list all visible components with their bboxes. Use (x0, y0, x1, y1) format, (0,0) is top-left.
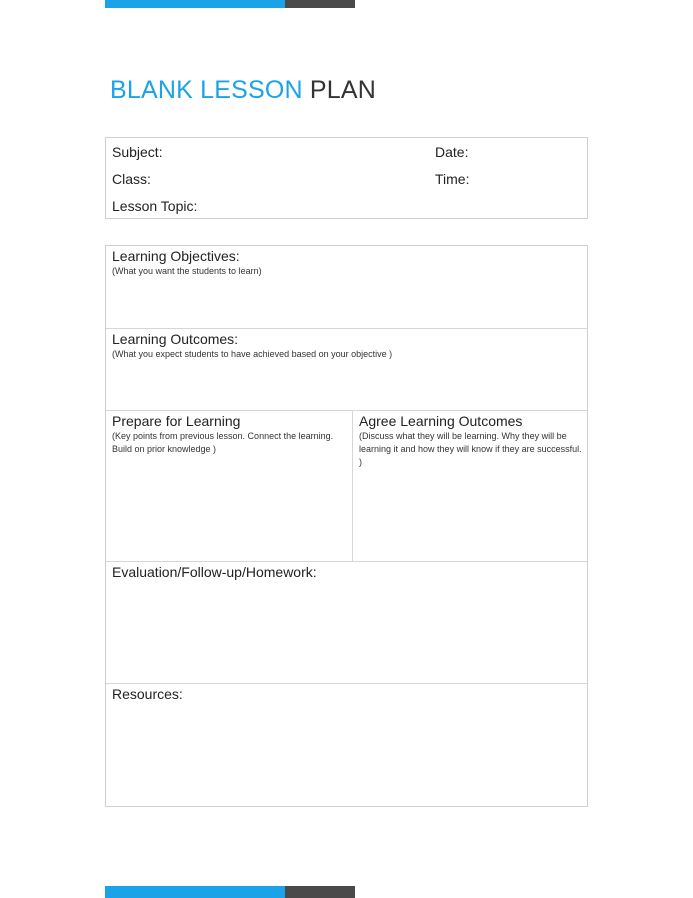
evaluation-heading: Evaluation/Follow-up/Homework: (112, 564, 317, 580)
subject-field[interactable]: Subject: (112, 144, 163, 160)
agree-section[interactable] (352, 411, 587, 561)
top-bar-blue (105, 0, 285, 8)
resources-section[interactable] (106, 683, 587, 806)
title-rest: PLAN (309, 76, 377, 104)
title-accent: BLANK LESSON (110, 76, 303, 104)
lesson-topic-field[interactable]: Lesson Topic: (112, 198, 198, 214)
bottom-accent-bar (105, 886, 355, 898)
prepare-agree-row (106, 410, 587, 561)
objectives-section[interactable] (106, 246, 587, 328)
resources-heading: Resources: (112, 686, 183, 702)
page-title (110, 76, 376, 105)
date-field[interactable]: Date: (435, 144, 469, 160)
top-bar-gray (285, 0, 355, 8)
bottom-bar-gray (285, 886, 355, 898)
evaluation-section[interactable] (106, 561, 587, 683)
outcomes-heading: Learning Outcomes: (112, 331, 239, 347)
lesson-plan-table (105, 245, 588, 807)
top-accent-bar (105, 0, 355, 8)
bottom-bar-blue (105, 886, 285, 898)
agree-heading: Agree Learning Outcomes (359, 413, 523, 429)
outcomes-section[interactable] (106, 328, 587, 410)
prepare-hint: (Key points from previous lesson. Connect the learning. Build on prior knowledge ) (112, 431, 334, 454)
objectives-heading: Learning Objectives: (112, 248, 240, 264)
class-field[interactable]: Class: (112, 171, 151, 187)
time-field[interactable]: Time: (435, 171, 470, 187)
prepare-heading: Prepare for Learning (112, 413, 241, 429)
objectives-hint: (What you want the students to learn) (112, 266, 262, 276)
agree-hint: (Discuss what they will be learning. Why they will be learning it and how they will know if they are successful. ) (359, 431, 582, 467)
outcomes-hint: (What you expect students to have achieved based on your objective ) (112, 349, 393, 359)
prepare-section[interactable] (106, 411, 352, 561)
lesson-info-box (105, 137, 588, 219)
